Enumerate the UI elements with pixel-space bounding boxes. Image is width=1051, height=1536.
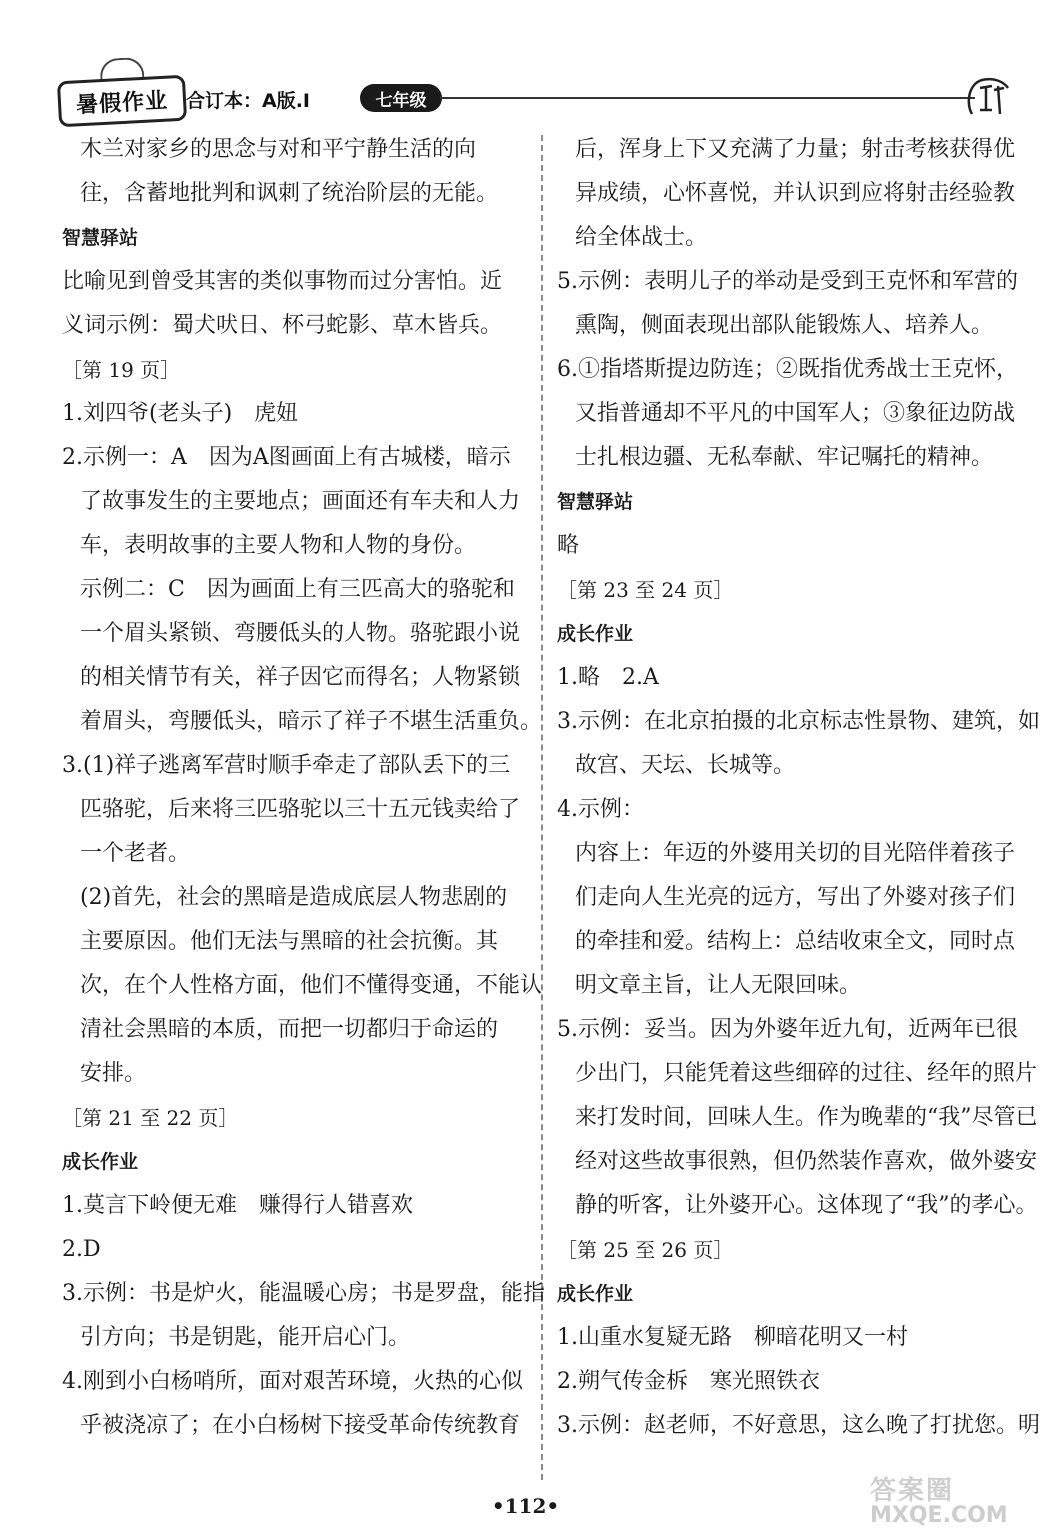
answer-line: 清社会黑暗的本质，而把一切都归于命运的 (80, 1017, 499, 1042)
watermark-line2: MXQE.COM (870, 1503, 1008, 1528)
header-rule (440, 97, 975, 99)
answer-line: 3.示例：在北京拍摄的北京标志性景物、建筑，如 (557, 709, 1040, 734)
answer-line: 4.示例： (557, 797, 644, 822)
answer-line: 3.示例：书是炉火，能温暖心房；书是罗盘，能指 (62, 1281, 545, 1306)
series-logo-text: 暑假作业 (75, 88, 169, 118)
section-heading: 成长作业 (557, 623, 634, 645)
answer-line: 略 (557, 533, 580, 558)
section-heading: 智慧驿站 (557, 491, 634, 513)
answer-line: 熏陶，侧面表现出部队能锻炼人、培养人。 (575, 313, 994, 338)
answer-line: 的牵挂和爱。结构上：总结收束全文，同时点 (575, 929, 1016, 954)
answer-line: 的相关情节有关，祥子因它而得名；人物紧锁 (80, 665, 521, 690)
answer-line: 义词示例：蜀犬吠日、杯弓蛇影、草木皆兵。 (62, 313, 503, 338)
answer-line: 2.示例一：A 因为A图画面上有古城楼，暗示 (62, 445, 511, 470)
answer-line: 车，表明故事的主要人物和人物的身份。 (80, 533, 477, 558)
answer-line: 次，在个人性格方面，他们不懂得变通，不能认 (80, 973, 543, 998)
answer-line: 经对这些故事很熟，但仍然装作喜欢，做外婆安 (575, 1149, 1038, 1174)
column-divider (541, 135, 543, 1480)
answer-line: 5.示例：妥当。因为外婆年近九旬，近两年已很 (557, 1017, 1018, 1042)
page-header (0, 0, 1051, 120)
answer-line: 少出门，只能凭着这些细碎的过往、经年的照片 (575, 1061, 1038, 1086)
answer-line: 们走向人生光亮的远方，写出了外婆对孩子们 (575, 885, 1016, 910)
answer-line: 往，含蓄地批判和讽刺了统治阶层的无能。 (80, 181, 499, 206)
section-heading: 智慧驿站 (62, 227, 139, 249)
answer-line: 匹骆驼，后来将三匹骆驼以三十五元钱卖给了 (80, 797, 521, 822)
section-heading: 成长作业 (62, 1151, 139, 1173)
answer-line: 故宫、天坛、长城等。 (575, 753, 796, 778)
edition-label: 合订本：A版.I (186, 90, 310, 112)
answer-line: 1.刘四爷(老头子) 虎妞 (62, 401, 299, 426)
page-number: •112• (491, 1494, 560, 1518)
answer-line: 1.略 2.A (557, 665, 659, 690)
answer-line: 一个眉头紧锁、弯腰低头的人物。骆驼跟小说 (80, 621, 521, 646)
answer-line: 比喻见到曾受其害的类似事物而过分害怕。近 (62, 269, 503, 294)
answer-line: 士扎根边疆、无私奉献、牢记嘱托的精神。 (575, 445, 994, 470)
answer-line: 5.示例：表明儿子的举动是受到王克怀和军营的 (557, 269, 1018, 294)
page-reference: ［第 23 至 24 页］ (557, 578, 734, 602)
section-heading: 成长作业 (557, 1283, 634, 1305)
subject-emblem-icon (964, 74, 1014, 120)
answer-line: 明文章主旨，让人无限回味。 (575, 973, 862, 998)
answer-line: 静的听客，让外婆开心。这体现了“我”的孝心。 (575, 1193, 1038, 1218)
answer-line: 来打发时间，回味人生。作为晚辈的“我”尽管已 (575, 1105, 1038, 1130)
grade-badge: 七年级 (360, 84, 442, 112)
answer-line: 一个老者。 (80, 841, 191, 866)
right-column (557, 128, 1040, 1448)
page-reference: ［第 25 至 26 页］ (557, 1238, 734, 1262)
answer-line: 4.刚到小白杨哨所，面对艰苦环境，火热的心似 (62, 1369, 523, 1394)
answer-line: 安排。 (80, 1061, 147, 1086)
answer-line: 着眉头，弯腰低头，暗示了祥子不堪生活重负。 (80, 709, 543, 734)
answer-line: 主要原因。他们无法与黑暗的社会抗衡。其 (80, 929, 499, 954)
answer-line: 引方向；书是钥匙，能开启心门。 (80, 1325, 411, 1350)
answer-line: 异成绩，心怀喜悦，并认识到应将射击经验教 (575, 181, 1016, 206)
answer-line: 了故事发生的主要地点；画面还有车夫和人力 (80, 489, 521, 514)
answer-line: 2.D (62, 1237, 101, 1262)
left-column (62, 128, 545, 1448)
watermark-line1: 答案圈 (870, 1476, 955, 1506)
answer-line: 6.①指塔斯提边防连；②既指优秀战士王克怀， (557, 357, 1018, 382)
answer-line: 3.示例：赵老师，不好意思，这么晚了打扰您。明 (557, 1413, 1040, 1438)
answer-line: 1.山重水复疑无路 柳暗花明又一村 (557, 1325, 908, 1350)
page-reference: ［第 21 至 22 页］ (62, 1106, 239, 1130)
answer-line: 示例二：C 因为画面上有三匹高大的骆驼和 (80, 577, 515, 602)
answer-line: 又指普通却不平凡的中国军人；③象征边防战 (575, 401, 1016, 426)
answer-line: 2.朔气传金柝 寒光照铁衣 (557, 1369, 820, 1394)
answer-line: 3.(1)祥子逃离军营时顺手牵走了部队丢下的三 (62, 753, 511, 778)
answer-line: 内容上：年迈的外婆用关切的目光陪伴着孩子 (575, 841, 1016, 866)
answer-line: (2)首先，社会的黑暗是造成底层人物悲剧的 (80, 885, 508, 910)
page-reference: ［第 19 页］ (62, 358, 181, 382)
answer-line: 木兰对家乡的思念与对和平宁静生活的向 (80, 137, 477, 162)
answer-line: 1.莫言下岭便无难 赚得行人错喜欢 (62, 1193, 413, 1218)
site-watermark (870, 1478, 1040, 1530)
answer-line: 乎被浇凉了；在小白杨树下接受革命传统教育 (80, 1413, 521, 1438)
answer-line: 后，浑身上下又充满了力量；射击考核获得优 (575, 137, 1016, 162)
answer-line: 给全体战士。 (575, 225, 708, 250)
series-logo (57, 75, 187, 128)
